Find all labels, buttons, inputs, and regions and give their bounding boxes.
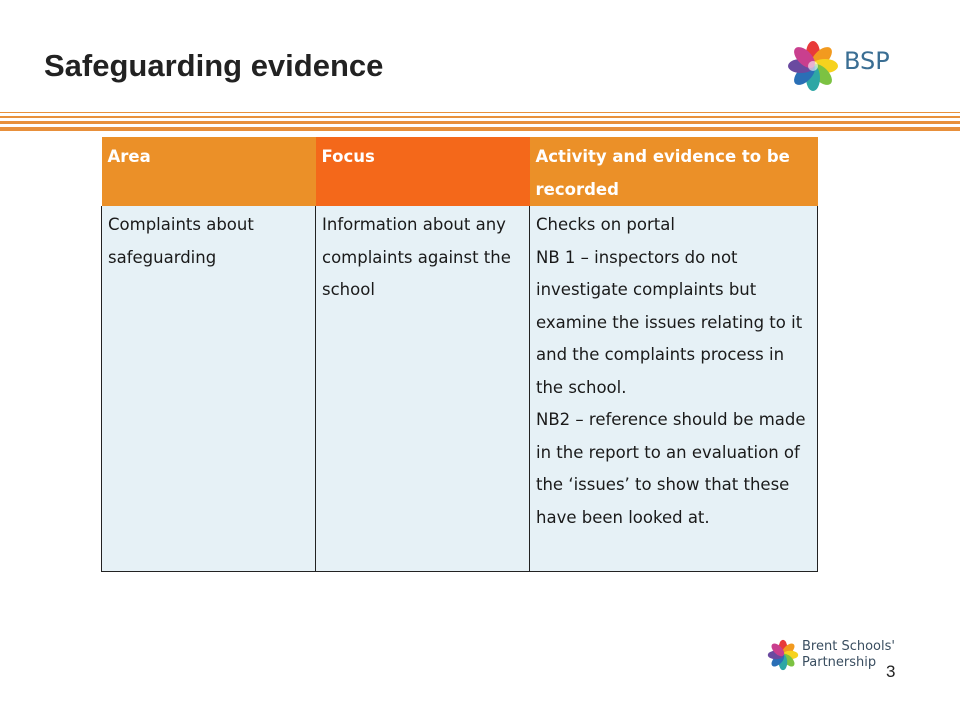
table-row <box>102 206 818 572</box>
logo-line-2: Partnership <box>802 655 877 670</box>
rule-line <box>0 112 960 113</box>
brent-schools-partnership-logo <box>766 636 906 676</box>
header-activity: Activity and evidence to be recorded <box>530 137 818 206</box>
header-focus: Focus <box>316 137 530 206</box>
header-rules <box>0 112 960 134</box>
page-number: 3 <box>886 662 896 681</box>
bsp-logo <box>786 38 906 94</box>
rule-line <box>0 127 960 131</box>
bsp-flower-icon <box>766 638 800 672</box>
header-area: Area <box>102 137 316 206</box>
logo-line-1: Brent Schools' <box>802 639 895 654</box>
slide-title: Safeguarding evidence <box>44 48 384 83</box>
bsp-logo-text: BSP <box>844 47 890 75</box>
bsp-flower-icon <box>786 38 842 94</box>
cell-area: Complaints about safeguarding <box>102 206 316 572</box>
activity-line: Checks on portal <box>536 215 675 234</box>
cell-activity <box>530 206 818 572</box>
activity-line: NB2 – reference should be made in the report to an evaluation of the ‘issues’ to show that these have been looked at. <box>536 410 806 527</box>
evidence-table <box>101 137 818 572</box>
cell-focus: Information about any complaints against the school <box>316 206 530 572</box>
rule-line <box>0 121 960 124</box>
table-header-row <box>102 137 818 206</box>
rule-line <box>0 116 960 118</box>
activity-line: NB 1 – inspectors do not investigate complaints but examine the issues relating to it and the complaints process in the school. <box>536 247 803 397</box>
